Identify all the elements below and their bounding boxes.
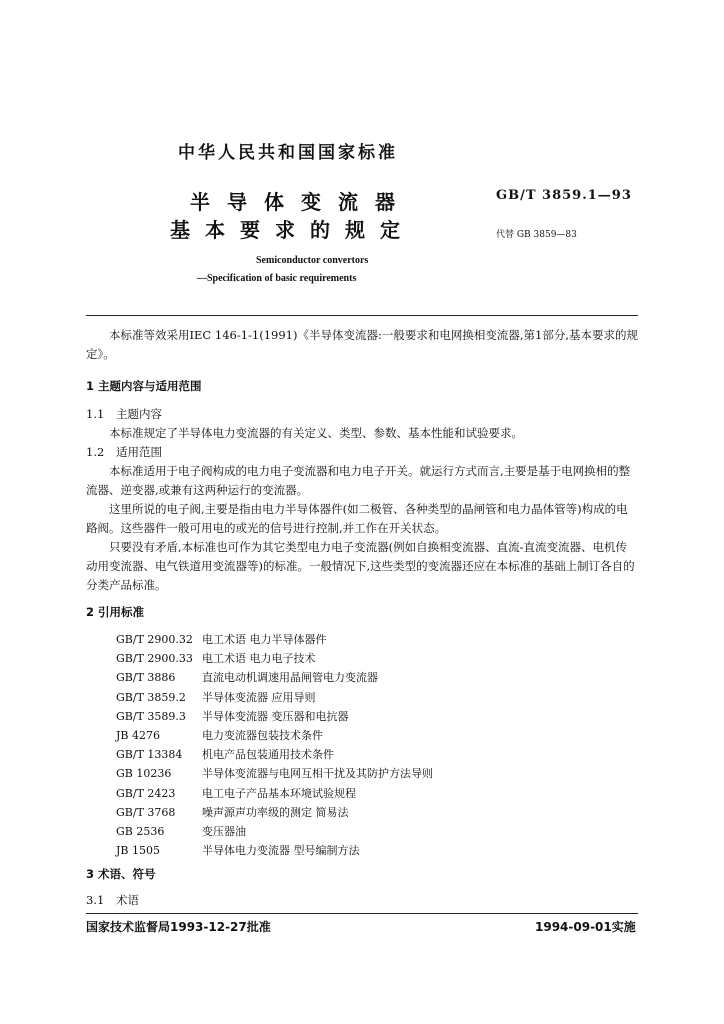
section1-1-text: 本标准规定了半导体电力变流器的有关定义、类型、参数、基本性能和试验要求。	[109, 426, 523, 440]
section1-1-number: 1.1	[86, 407, 105, 421]
list-item	[116, 764, 433, 783]
reference-code: GB/T 3886	[116, 671, 176, 685]
reference-code: GB/T 2900.33	[116, 652, 193, 666]
section1-1-title: 主题内容	[116, 407, 162, 421]
reference-code: JB 4276	[116, 729, 160, 743]
document-title-line1: 半导体变流器	[190, 190, 412, 214]
section3-1-number: 3.1	[86, 893, 105, 907]
section1-2-paragraph2: 这里所说的电子阀,主要是指由电力半导体器件(如二极管、各种类型的晶闸管和电力晶体管等)构成的电路阀。这些器件一般可用电的或光的信号进行控制,并工作在开关状态。	[86, 502, 628, 535]
english-title-line2: —Specification of basic requirements	[197, 273, 357, 284]
replaces-standard: 代替 GB 3859—83	[496, 230, 577, 240]
list-item	[116, 726, 433, 745]
section1-2-title: 适用范围	[116, 445, 162, 459]
reference-code: GB/T 3768	[116, 805, 176, 819]
section1-2-heading	[86, 444, 162, 460]
list-item	[116, 784, 433, 803]
list-item	[116, 822, 433, 841]
approval-date: 国家技术监督局1993-12-27批准	[86, 920, 271, 934]
section2-heading: 2 引用标准	[86, 605, 145, 619]
reference-title: 噪声源声功率级的测定 简易法	[202, 805, 349, 819]
english-title-line1: Semiconductor convertors	[256, 255, 369, 266]
section3-1-heading	[86, 892, 139, 908]
list-item	[116, 668, 433, 687]
section3-1-title: 术语	[116, 893, 139, 907]
list-item	[116, 649, 433, 668]
standard-number: GB/T 3859.1—93	[496, 188, 632, 203]
section3-heading: 3 术语、符号	[86, 867, 156, 881]
reference-list	[116, 630, 433, 860]
list-item	[116, 630, 433, 649]
reference-title: 半导体变流器 变压器和电抗器	[202, 709, 349, 723]
reference-title: 变压器油	[202, 825, 246, 839]
reference-code: GB/T 13384	[116, 748, 183, 762]
list-item	[116, 688, 433, 707]
list-item	[116, 745, 433, 764]
section1-2-number: 1.2	[86, 445, 105, 459]
header-divider	[86, 315, 638, 316]
reference-code: JB 1505	[116, 844, 160, 858]
section1-1-heading	[86, 406, 162, 422]
list-item	[116, 707, 433, 726]
list-item	[116, 803, 433, 822]
list-item	[116, 841, 433, 860]
reference-code: GB/T 2423	[116, 786, 176, 800]
document-title-line2: 基本要求的规定	[170, 218, 415, 242]
section1-2-paragraph3: 只要没有矛盾,本标准也可作为其它类型电力电子变流器(例如自换相变流器、直流-直流变流器、电机传动用变流器、电气铁道用变流器等)的标准。一般情况下,这些类型的变流器还应在本标准的基础上制订各自的分类产品标准。	[86, 540, 635, 592]
footer-divider	[86, 913, 638, 914]
reference-title: 机电产品包装通用技术条件	[202, 748, 334, 762]
intro-paragraph: 本标准等效采用IEC 146-1-1(1991)《半导体变流器:一般要求和电网换相变流器,第1部分,基本要求的规定》。	[86, 328, 638, 361]
reference-code: GB/T 3859.2	[116, 690, 186, 704]
national-standard-label: 中华人民共和国国家标准	[178, 143, 398, 163]
reference-code: GB/T 2900.32	[116, 633, 193, 646]
reference-code: GB 2536	[116, 825, 165, 839]
reference-title: 半导体变流器 应用导则	[202, 690, 316, 704]
reference-title: 电工术语 电力电子技术	[202, 652, 316, 666]
reference-title: 电力变流器包装技术条件	[202, 729, 323, 743]
reference-title: 直流电动机调速用晶闸管电力变流器	[202, 671, 378, 685]
reference-code: GB 10236	[116, 767, 172, 781]
reference-code: GB/T 3589.3	[116, 709, 186, 723]
section1-heading: 1 主题内容与适用范围	[86, 379, 202, 393]
effective-date: 1994-09-01实施	[535, 920, 636, 934]
section1-2-paragraph1: 本标准适用于电子阀构成的电力电子变流器和电力电子开关。就运行方式而言,主要是基于电网换相的整流器、逆变器,或兼有这两种运行的变流器。	[86, 464, 631, 497]
reference-title: 半导体变流器与电网互相干扰及其防护方法导则	[202, 767, 433, 781]
reference-title: 电工电子产品基本环境试验规程	[202, 786, 356, 800]
reference-title: 半导体电力变流器 型号编制方法	[202, 844, 360, 858]
reference-title: 电工术语 电力半导体器件	[202, 633, 327, 646]
